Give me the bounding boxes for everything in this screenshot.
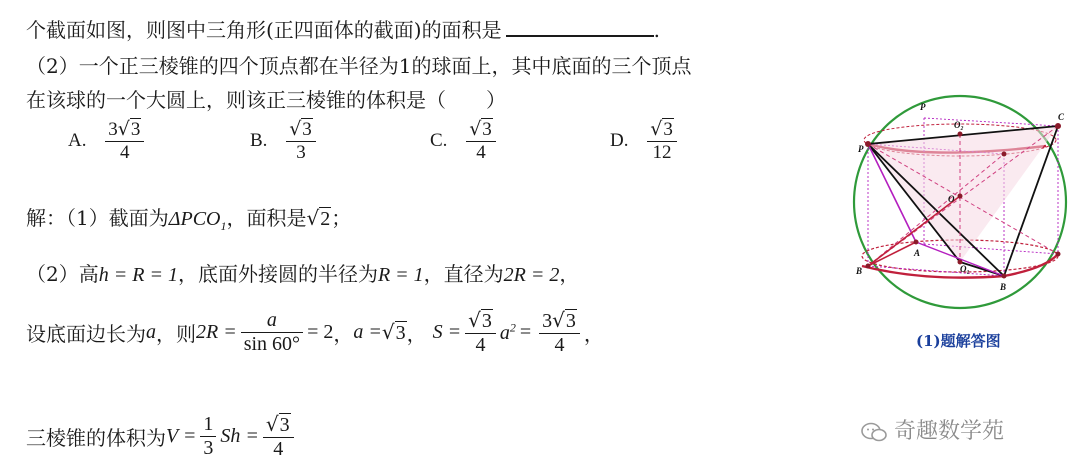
solution-2-mid2: ，直径为: [423, 262, 504, 286]
option-d-fraction: $\frac{√3}{12}$: [647, 118, 677, 164]
triangle-pco: [168, 208, 227, 233]
one-third-den: 3: [203, 437, 214, 459]
problem-line-1: [26, 14, 660, 43]
s-num-radicand: 3: [481, 310, 492, 332]
option-c-denominator: 4: [476, 142, 486, 163]
a-equals: a =: [353, 321, 382, 343]
option-c: [430, 118, 500, 164]
option-b-radicand: 3: [302, 119, 312, 140]
problem-line-2-text: （2）一个正三棱锥的四个顶点都在半径为1的球面上，其中底面的三个顶点: [26, 54, 692, 78]
solution-line-3: [26, 308, 604, 357]
problem-line-1-text: 个截面如图，则图中三角形(正四面体的截面)的面积是: [26, 18, 502, 42]
solution-1-prefix: 解：（1）截面为: [26, 206, 169, 230]
solution-3-end: ，: [583, 322, 604, 346]
area-result: $\frac{3√3}{4}$: [539, 308, 580, 357]
watermark: [860, 414, 1004, 445]
problem-line-1-end: .: [653, 18, 660, 42]
volume-radicand: 3: [279, 414, 290, 436]
solution-3-comma2: ，: [406, 322, 427, 346]
option-a-letter: A.: [68, 130, 87, 151]
answer-blank: [506, 17, 654, 37]
label-o2: O₂: [954, 120, 964, 130]
sqrt-two-radicand: 2: [320, 208, 331, 230]
problem-line-3-text: 在该球的一个大圆上，则该正三棱锥的体积是（ ）: [26, 88, 506, 112]
a-over-sin60: [241, 309, 303, 356]
area-radicand: 3: [565, 310, 576, 332]
volume-den: 4: [273, 438, 284, 460]
label-b-right: B: [1000, 282, 1007, 292]
solution-2-end: ，: [559, 262, 580, 286]
figure-caption: (1)题解答图: [916, 332, 1001, 350]
a-squared: [500, 322, 516, 344]
s-equals: S =: [432, 321, 462, 343]
solution-1-end: ；: [331, 206, 352, 230]
wechat-icon: [860, 421, 888, 443]
v-equals: V =: [166, 425, 197, 447]
option-d: [610, 118, 681, 164]
solution-1-mid: ，面积是: [226, 206, 307, 230]
option-a-radicand: 3: [130, 119, 141, 140]
side-a: a: [146, 321, 156, 343]
diameter-equation: 2R = 2: [503, 264, 560, 286]
solution-2-mid: ，底面外接圆的半径为: [177, 262, 378, 286]
option-a-coef: 3: [108, 119, 118, 140]
option-a: [68, 118, 148, 164]
watermark-text: 奇趣数学苑: [894, 419, 1005, 444]
solution-3-mid: ，则: [156, 322, 196, 346]
solution-3-prefix: 设底面边长为: [26, 322, 146, 346]
s-den: 4: [475, 334, 486, 356]
label-o: O: [948, 194, 955, 204]
option-b-letter: B.: [250, 130, 268, 151]
label-c: C: [1058, 112, 1065, 122]
solution-line-4: [26, 412, 298, 461]
option-b-fraction: $\frac{√3}{3}$: [286, 118, 316, 164]
label-o1: O₁: [960, 264, 970, 274]
problem-line-2: [26, 50, 691, 79]
label-b-left: B: [856, 266, 863, 276]
label-a: A: [914, 248, 921, 258]
problem-line-3: [26, 84, 506, 113]
label-p-top: P: [920, 102, 926, 112]
sh-equals: Sh =: [220, 425, 259, 447]
a-squared-exp: 2: [509, 320, 516, 335]
option-a-fraction: $\frac{3√3}{4}$: [105, 118, 144, 164]
area-den: 4: [554, 334, 565, 356]
option-b: [250, 118, 320, 164]
option-c-radicand: 3: [482, 119, 492, 140]
sphere-cube-figure: [846, 94, 1070, 314]
solution-3-comma: ，: [333, 322, 354, 346]
a-squared-base: a: [499, 321, 510, 344]
solution-2-prefix: （2）高: [26, 262, 99, 286]
sqrt-three-radicand: 3: [395, 322, 406, 344]
option-a-denominator: 4: [120, 142, 130, 163]
option-d-radicand: 3: [663, 119, 673, 140]
option-c-letter: C.: [430, 130, 448, 151]
label-p-left: P: [858, 144, 864, 154]
option-b-denominator: 3: [296, 142, 306, 163]
solution-4-prefix: 三棱锥的体积为: [26, 426, 166, 450]
radius-equation: R = 1: [377, 264, 424, 286]
sqrt-three: √3: [381, 320, 406, 344]
triangle-name: ΔPCO: [168, 208, 221, 230]
two-r-lhs: 2R =: [196, 321, 237, 343]
area-coef: 3: [542, 310, 553, 332]
solution-line-1: [26, 202, 351, 234]
height-equation: h = R = 1: [98, 264, 178, 286]
sqrt3-over-4: $\frac{√3}{4}$: [465, 308, 496, 357]
option-c-fraction: $\frac{√3}{4}$: [466, 118, 496, 164]
one-third: [200, 413, 216, 460]
one-third-num: 1: [200, 413, 216, 437]
triangle-subscript: 1: [220, 219, 227, 233]
frac-sin60-den: sin 60°: [243, 333, 301, 355]
option-d-denominator: 12: [652, 142, 672, 163]
sqrt-two: √2: [306, 206, 331, 230]
option-d-letter: D.: [610, 130, 629, 151]
frac-a-num: a: [241, 309, 303, 333]
solution-line-2: [26, 258, 579, 287]
equals-two: = 2: [307, 321, 334, 343]
volume-result: $\frac{√3}{4}$: [263, 412, 294, 461]
equals-sign: =: [519, 321, 532, 343]
